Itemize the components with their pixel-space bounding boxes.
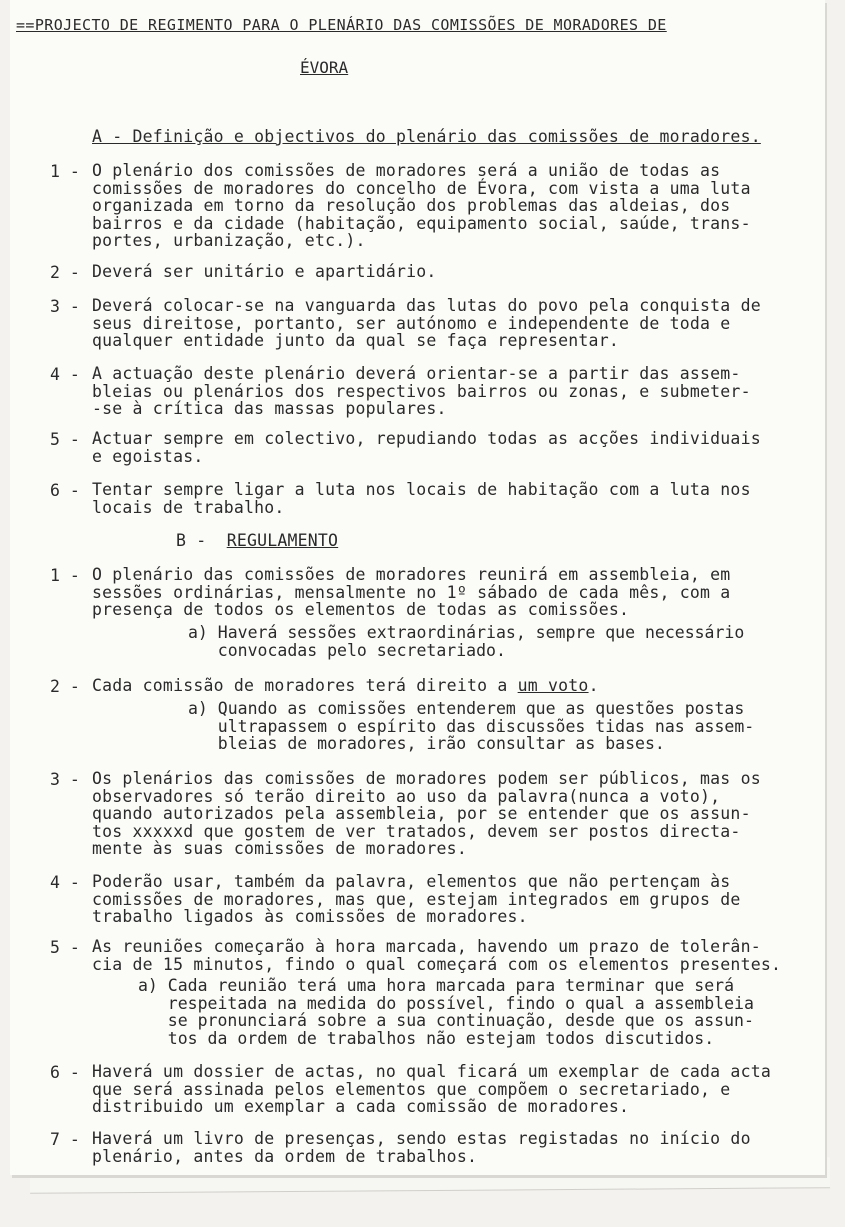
section-b-item-4: Poderão usar, também da palavra, elementos que não pertençam às comissões de moradores, mas que, estejam integrados em grupos de trabalho ligados às comissões de moradores. [92,872,741,926]
section-a-item-4: A actuação deste plenário deverá orientar-se a partir das assem- bleias ou plenários dos respectivos bairros ou zonas, e submeter- -se à crítica das massas populares. [92,364,751,418]
section-b-item-6: Haverá um dossier de actas, no qual ficará um exemplar de cada acta que será assinada pelos elementos que compõem o secretariado, e distribuido um exemplar a cada comissão de moradores. [92,1062,771,1116]
section-b-item-5: As reuniões começarão à hora marcada, havendo um prazo de tolerân- cia de 15 minutos, findo o qual começará com os elementos presentes. [92,937,782,974]
item-number: 4 - [50,873,80,892]
section-b-item-1a: a) Haverá sessões extraordinárias, sempre que necessário convocadas pelo secretariado. [188,623,745,660]
item-number: 6 - [50,481,80,500]
section-a-item-6: Tentar sempre ligar a luta nos locais de habitação com a luta nos locais de trabalho. [92,480,751,517]
item-number: 1 - [50,162,80,181]
item-number: 3 - [50,297,80,316]
section-a-item-5: Actuar sempre em colectivo, repudiando todas as acções individuais e egoistas. [92,429,761,466]
section-b-item-1: O plenário das comissões de moradores reunirá em assembleia, em sessões ordinárias, mensalmente no 1º sábado de cada mês, com a presença de todos os elementos de todas as comissões. [92,565,731,619]
document-title: ==PROJECTO DE REGIMENTO PARA O PLENÁRIO DAS COMISSÕES DE MORADORES DE [16,16,667,34]
section-a-heading: A - Definição e objectivos do plenário das comissões de moradores. [92,127,761,146]
item-number: 1 - [50,566,80,585]
section-b-item-7: Haverá um livro de presenças, sendo estas registadas no início do plenário, antes da ordem de trabalhos. [92,1129,751,1166]
item-number: 2 - [50,677,80,696]
item-number: 6 - [50,1063,80,1082]
item-number: 5 - [50,938,80,957]
section-b-item-5a: a) Cada reunião terá uma hora marcada para terminar que será respeitada na medida do possível, findo o qual a assembleia se pronunciará sobre a sua continuação, desde que os assun- tos da ordem de trabalhos não estejam todos discutidos. [138,976,754,1048]
item-number: 3 - [50,770,80,789]
section-a-item-1: O plenário dos comissões de moradores será a união de todas as comissões de moradores do concelho de Évora, com vista a uma luta organizada em torno da resolução dos problemas das aldeias, dos bairros e da cidade (habitação, equipamento social, saúde, trans- portes, urbanização, etc.). [92,161,751,250]
item-number: 2 - [50,263,80,282]
section-b-item-2: Cada comissão de moradores terá direito a um voto. [92,676,599,695]
document-title-city: ÉVORA [300,58,349,77]
item-number: 4 - [50,365,80,384]
section-a-item-3: Deverá colocar-se na vanguarda das lutas do povo pela conquista de seus direitose, portanto, ser autónomo e independente de toda e qualquer entidade junto da qual se faça representar. [92,296,761,350]
section-b-item-2a: a) Quando as comissões entenderem que as questões postas ultrapassem o espírito das discussões tidas nas assem- bleias de moradores, irão consultar as bases. [188,699,755,753]
section-b-heading: B - REGULAMENTO [176,531,339,550]
section-a-item-2: Deverá ser unitário e apartidário. [92,262,437,281]
item-number: 7 - [50,1130,80,1149]
section-b-item-3: Os plenários das comissões de moradores podem ser públicos, mas os observadores só terão direito ao uso da palavra(nunca a voto), quando autorizados pela assembleia, por se entender que os assun- tos xxxxxd que gostem de ver tratados, devem ser postos directa- mente às suas comissões de moradores. [92,769,761,858]
item-number: 5 - [50,430,80,449]
